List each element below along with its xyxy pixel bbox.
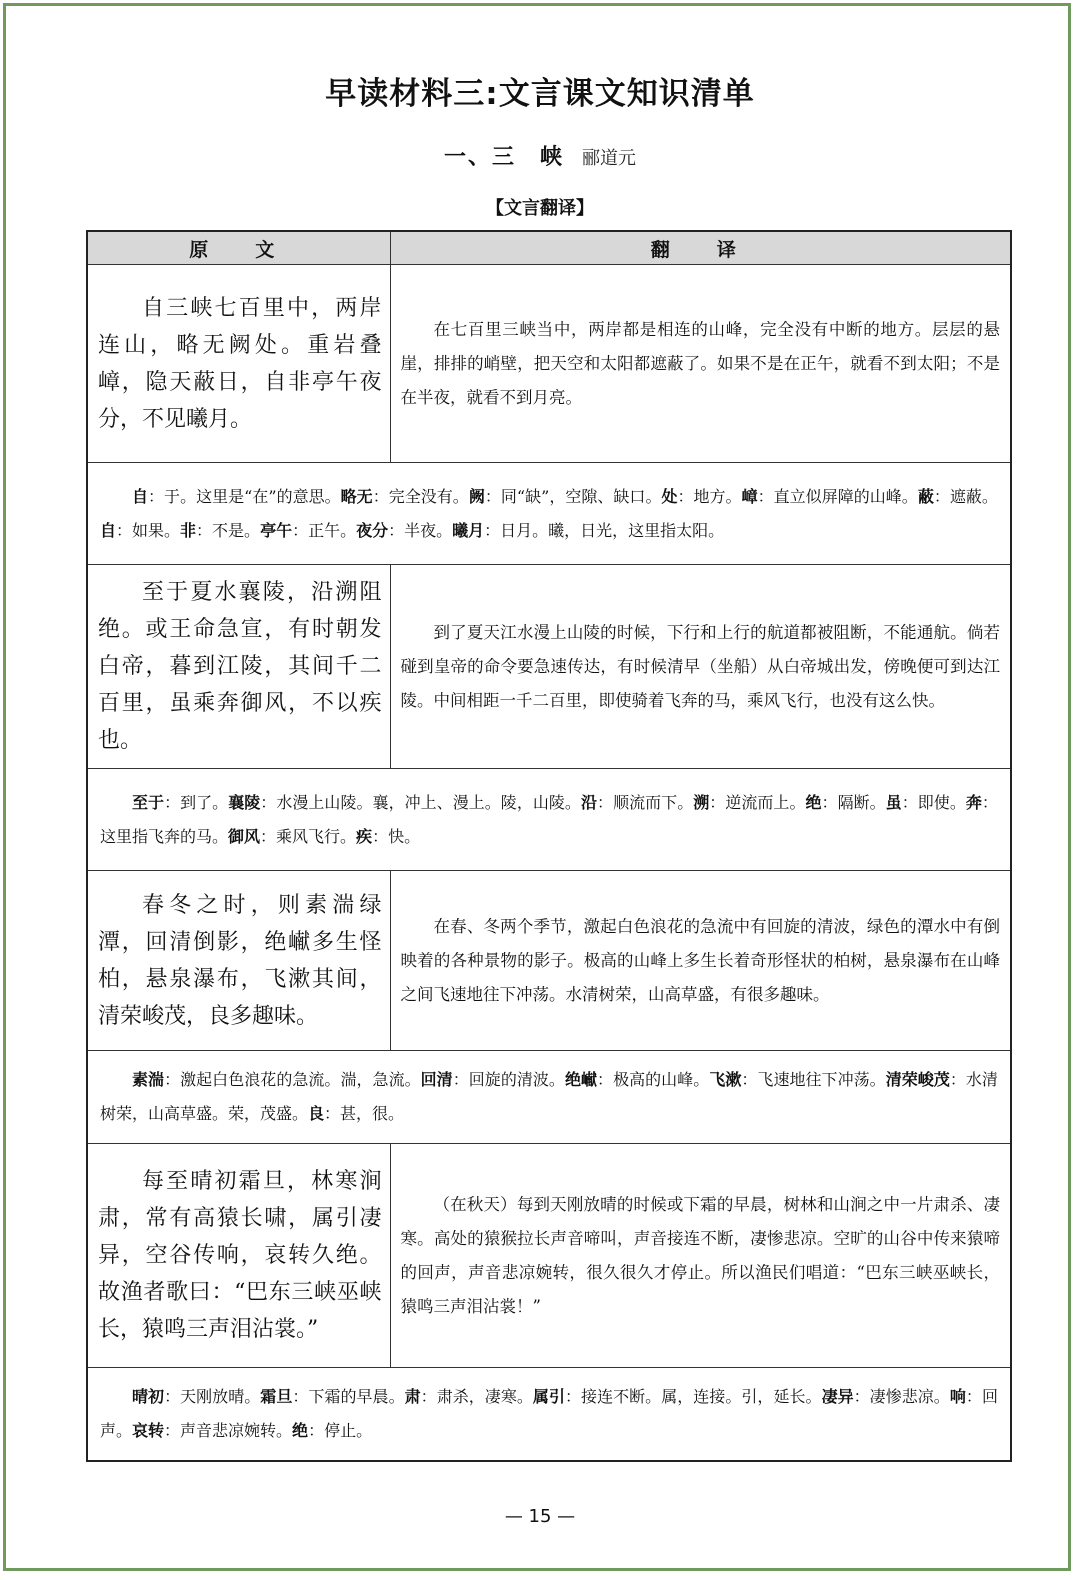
note-term: 霜旦: [260, 1387, 293, 1406]
note-term: 飞漱: [709, 1070, 742, 1089]
table-row: [87, 565, 1011, 769]
note-term: 处: [661, 486, 678, 506]
note-definition: ：逆流而上。: [709, 792, 806, 812]
translation-text: 在春、冬两个季节，激起白色浪花的急流中有回旋的清波，绿色的潭水中有倒映着的各种景物的影子。极高的山峰上多生长着奇形怪状的柏树，悬泉瀑布在山峰之间飞速地往下冲荡。水清树荣，山高草盛，有很多趣味。: [390, 871, 1011, 1051]
translation-text: （在秋天）每到天刚放晴的时候或下霜的早晨，树林和山涧之中一片肃杀、凄寒。高处的猿猴拉长声音啼叫，声音接连不断，凄惨悲凉。空旷的山谷中传来猿啼的回声，声音悲凉婉转，很久很久才停止。所以渔民们唱道：“巴东三峡巫峡长，猿鸣三声泪沾裳！”: [390, 1144, 1011, 1368]
header-translation: 翻 译: [390, 231, 1011, 265]
translation-text: 到了夏天江水漫上山陵的时候，下行和上行的航道都被阻断，不能通航。倘若碰到皇帝的命令要急速传达，有时候清早（坐船）从白帝城出发，傍晚便可到达江陵。中间相距一千二百里，即使骑着飞奔的马，乘风飞行，也没有这么快。: [390, 565, 1011, 769]
note-definition: ：于。这里是“在”的意思。: [148, 486, 341, 506]
notes-cell: [87, 463, 1011, 565]
page-number: — 15 —: [504, 1506, 576, 1527]
note-term: 哀转: [132, 1421, 165, 1440]
note-definition: ：肃杀，凄寒。: [420, 1387, 533, 1406]
note-term: 良: [308, 1104, 325, 1123]
notes-row: [87, 463, 1011, 565]
table-header-row: [87, 231, 1011, 265]
note-definition: ：天刚放晴。: [164, 1387, 261, 1406]
note-definition: ：声音悲凉婉转。: [164, 1421, 293, 1440]
section-heading: [0, 140, 1080, 171]
note-term: 回清: [420, 1070, 453, 1089]
note-definition: ：正午。: [292, 520, 357, 540]
note-term: 襄陵: [228, 792, 261, 812]
notes-row: [87, 1051, 1011, 1144]
note-term: 沿: [580, 792, 598, 812]
note-definition: ：顺流而下。: [597, 792, 694, 812]
note-definition: ：半夜。: [388, 520, 453, 540]
note-term: 响: [949, 1387, 966, 1406]
note-term: 虽: [885, 792, 902, 812]
note-definition: ：到了。: [164, 792, 229, 812]
note-definition: ：极高的山峰。: [597, 1070, 710, 1089]
note-definition: ：下霜的早晨。: [292, 1387, 405, 1406]
note-term: 清荣峻茂: [885, 1070, 950, 1089]
note-definition: ：不是。: [196, 520, 261, 540]
notes-row: [87, 1368, 1011, 1462]
original-text: 至于夏水襄陵，沿溯阻绝。或王命急宣，有时朝发白帝，暮到江陵，其间千二百里，虽乘奔御风，不以疾也。: [87, 565, 390, 769]
note-definition: ：即使。: [901, 792, 966, 812]
translation-text: 在七百里三峡当中，两岸都是相连的山峰，完全没有中断的地方。层层的悬崖，排排的峭壁，把天空和太阳都遮蔽了。如果不是在正午，就看不到太阳；不是在半夜，就看不到月亮。: [390, 265, 1011, 463]
note-definition: ：快。: [372, 826, 421, 846]
note-definition: ：这里指飞奔的马。: [100, 792, 998, 846]
note-term: 蔽: [917, 486, 934, 506]
note-term: 绝: [805, 792, 822, 812]
note-definition: ：地方。: [677, 486, 742, 506]
original-text: 每至晴初霜旦，林寒涧肃，常有高猿长啸，属引凄异，空谷传响，哀转久绝。故渔者歌曰：“巴东三峡巫峡长，猿鸣三声泪沾裳。”: [87, 1144, 390, 1368]
note-definition: ：回声。: [100, 1387, 998, 1440]
note-definition: ：隔断。: [821, 792, 886, 812]
notes-cell: [87, 1368, 1011, 1462]
note-term: 御风: [228, 826, 261, 846]
note-term: 阙: [468, 486, 485, 506]
note-definition: ：甚，很。: [324, 1104, 405, 1123]
notes-cell: [87, 769, 1011, 871]
note-term: 疾: [356, 826, 373, 846]
note-definition: ：完全没有。: [372, 486, 469, 506]
note-term: 亭午: [260, 520, 293, 540]
note-term: 晴初: [132, 1387, 165, 1406]
section-author: 郦道元: [582, 148, 636, 169]
translation-table: [86, 230, 1012, 1462]
note-definition: ：如果。: [116, 520, 181, 540]
note-term: 绝: [292, 1421, 309, 1440]
section-title: 一、三 峡: [443, 145, 564, 170]
note-term: 夜分: [356, 520, 389, 540]
notes-row: [87, 769, 1011, 871]
note-term: 略无: [340, 486, 373, 506]
note-definition: ：遮蔽。: [933, 486, 998, 506]
note-term: 嶂: [741, 486, 758, 506]
note-term: 曦月: [452, 520, 485, 540]
note-term: 素湍: [132, 1070, 165, 1089]
subheading: 【文言翻译】: [486, 198, 594, 219]
note-definition: ：乘风飞行。: [260, 826, 357, 846]
note-term: 自: [100, 520, 117, 540]
note-definition: ：水清树荣，山高草盛。荣，茂盛。: [100, 1070, 998, 1123]
note-term: 奔: [965, 792, 982, 812]
table-row: [87, 1144, 1011, 1368]
original-text: 春冬之时，则素湍绿潭，回清倒影，绝𪩘多生怪柏，悬泉瀑布，飞漱其间，清荣峻茂，良多趣味。: [87, 871, 390, 1051]
note-definition: ：回旋的清波。: [452, 1070, 565, 1089]
note-definition: ：激起白色浪花的急流。湍，急流。: [164, 1070, 421, 1089]
note-term: 属引: [532, 1387, 565, 1406]
table-row: [87, 871, 1011, 1051]
note-definition: ：水漫上山陵。襄，冲上、漫上。陵，山陵。: [260, 792, 581, 812]
note-term: 溯: [693, 792, 710, 812]
page-title: 早读材料三:文言课文知识清单: [325, 76, 755, 112]
notes-cell: [87, 1051, 1011, 1144]
note-definition: ：飞速地往下冲荡。: [741, 1070, 886, 1089]
header-original: 原 文: [87, 231, 390, 265]
note-term: 肃: [404, 1387, 421, 1406]
note-definition: ：停止。: [308, 1421, 373, 1440]
note-definition: ：接连不断。属，连接。引，延长。: [565, 1387, 822, 1406]
note-definition: ：凄惨悲凉。: [853, 1387, 950, 1406]
note-term: 非: [180, 520, 197, 540]
note-term: 自: [132, 486, 149, 506]
note-definition: ：日月。曦，日光，这里指太阳。: [484, 520, 725, 540]
note-definition: ：同“缺”，空隙、缺口。: [484, 486, 662, 506]
table-row: [87, 265, 1011, 463]
note-term: 凄异: [821, 1387, 854, 1406]
note-definition: ：直立似屏障的山峰。: [757, 486, 918, 506]
original-text: 自三峡七百里中，两岸连山，略无阙处。重岩叠嶂，隐天蔽日，自非亭午夜分，不见曦月。: [87, 265, 390, 463]
note-term: 绝𪩘: [564, 1070, 598, 1089]
note-term: 至于: [132, 792, 165, 812]
